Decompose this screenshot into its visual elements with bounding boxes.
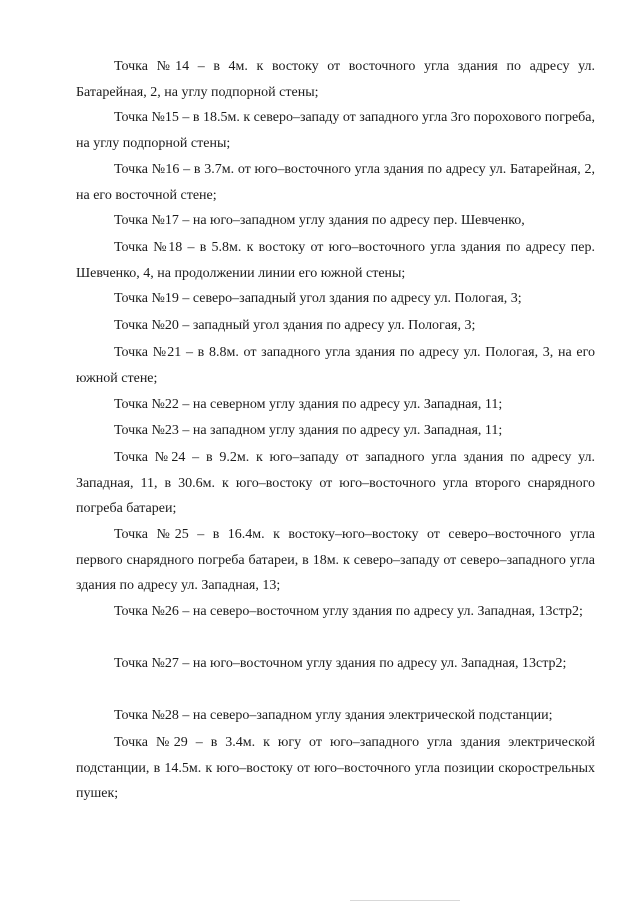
- paragraph-point-17: Точка №17 – на юго–западном углу здания по адресу пер. Шевченко,: [114, 213, 525, 228]
- paragraph-point-21: Точка №21 – в 8.8м. от западного угла здания по адресу ул. Пологая, 3, на его южной стене;: [76, 345, 595, 386]
- paragraph-point-23: Точка №23 – на западном углу здания по адресу ул. Западная, 11;: [114, 423, 503, 438]
- paragraph-point-14: Точка №14 – в 4м. к востоку от восточного угла здания по адресу ул. Батарейная, 2, на углу подпорной стены;: [76, 59, 595, 100]
- paragraph-point-24: Точка №24 – в 9.2м. к юго–западу от западного угла здания по адресу ул. Западная, 11, в 30.6м. к юго–востоку от юго–восточного угла второго снарядного погреба батареи;: [76, 450, 595, 516]
- paragraph-point-19: Точка №19 – северо–западный угол здания по адресу ул. Пологая, 3;: [114, 291, 522, 306]
- paragraph-point-27: Точка №27 – на юго–восточном углу здания по адресу ул. Западная, 13стр2;: [114, 656, 567, 671]
- paragraph-point-15: Точка №15 – в 18.5м. к северо–западу от западного угла 3го порохового погреба, на углу подпорной стены;: [76, 110, 595, 151]
- scan-artifact-line: [350, 900, 460, 901]
- paragraph-point-18: Точка №18 – в 5.8м. к востоку от юго–восточного угла здания по адресу пер. Шевченко, 4, на продолжении линии его южной стены;: [76, 240, 595, 281]
- paragraph-point-22: Точка №22 – на северном углу здания по адресу ул. Западная, 11;: [114, 397, 503, 412]
- paragraph-point-28: Точка №28 – на северо–западном углу здания электрической подстанции;: [114, 708, 553, 723]
- paragraph-point-29: Точка №29 – в 3.4м. к югу от юго–западного угла здания электрической подстанции, в 14.5м. к юго–востоку от юго–восточного угла позиции скорострельных пушек;: [76, 735, 595, 801]
- paragraph-point-26: Точка №26 – на северо–восточном углу здания по адресу ул. Западная, 13стр2;: [114, 604, 583, 619]
- paragraph-point-20: Точка №20 – западный угол здания по адресу ул. Пологая, 3;: [114, 318, 476, 333]
- paragraph-point-25: Точка №25 – в 16.4м. к востоку–юго–востоку от северо–восточного угла первого снарядного погреба батареи, в 18м. к северо–западу от северо–западного угла здания по адресу ул. Западная, 13;: [76, 527, 595, 593]
- paragraph-point-16: Точка №16 – в 3.7м. от юго–восточного угла здания по адресу ул. Батарейная, 2, на его восточной стене;: [76, 162, 595, 203]
